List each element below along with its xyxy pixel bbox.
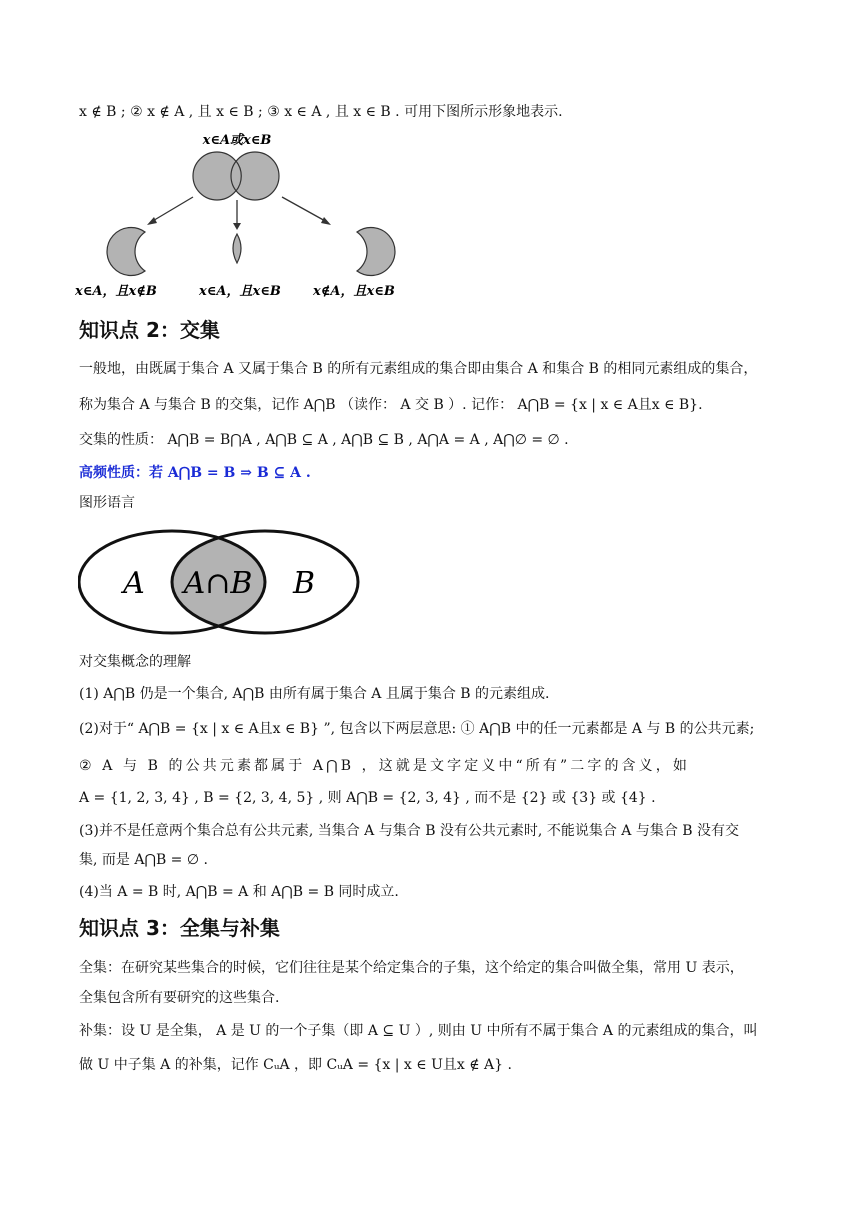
union-split-diagram	[75, 126, 420, 304]
understanding-title: 对交集概念的理解	[79, 654, 191, 670]
definition-line-1: 一般地，由既属于集合 A 又属于集合 B 的所有元素组成的集合即由集合 A 和集合 B 的相同元素组成的集合，	[79, 361, 758, 377]
venn-label-a: A	[123, 566, 145, 601]
b-only-shape	[357, 228, 395, 276]
arrow-left-head	[147, 217, 157, 225]
universal-set-line-2: 全集包含所有要研究的这些集合.	[79, 990, 280, 1006]
arrow-middle-head	[233, 223, 241, 230]
section2-heading: 知识点 2：交集	[79, 318, 220, 342]
venn-label-b: B	[292, 566, 316, 601]
intersection-label: x∈A，且x∈B	[199, 284, 281, 299]
union-top-label: x∈A或x∈B	[202, 133, 272, 148]
complement-line-1: 补集：设 U 是全集， A 是 U 的一个子集（即 A ⊆ U ）, 则由 U 中所有不属于集合 A 的元素组成的集合，叫	[79, 1023, 758, 1039]
understanding-item-2-line-2: ② A 与 B 的公共元素都属于 A⋂B ，这就是文字定义中“所有”二字的含义，如	[79, 758, 690, 774]
a-only-label: x∈A，且x∉B	[75, 284, 157, 299]
universal-set-line-1: 全集：在研究某些集合的时候，它们往往是某个给定集合的子集，这个给定的集合叫做全集，常用 U 表示，	[79, 960, 744, 976]
understanding-item-4: (4)当 A = B 时, A⋂B = A 和 A⋂B = B 同时成立.	[79, 884, 399, 900]
venn-label-a-intersect-b: A∩B	[183, 566, 253, 601]
high-frequency-property: 高频性质：若 A⋂B = B ⇒ B ⊆ A .	[79, 465, 311, 481]
intersection-venn-diagram	[78, 528, 364, 638]
intersection-lens-shape	[233, 234, 241, 263]
graph-language-label: 图形语言	[79, 495, 135, 511]
arrow-left	[151, 197, 193, 222]
understanding-item-2-line-1: (2)对于“ A⋂B = {x | x ∈ A且x ∈ B} ”, 包含以下两层意思: ① A⋂B 中的任一元素都是 A 与 B 的公共元素;	[79, 721, 755, 737]
understanding-item-3-line-1: (3)并不是任意两个集合总有公共元素, 当集合 A 与集合 B 没有公共元素时, 不能说集合 A 与集合 B 没有交	[79, 823, 740, 839]
understanding-item-1: (1) A⋂B 仍是一个集合, A⋂B 由所有属于集合 A 且属于集合 B 的元素组成.	[79, 686, 550, 702]
arrow-right-head	[321, 217, 331, 225]
union-circle-b	[231, 152, 279, 200]
arrow-right	[282, 197, 327, 222]
a-only-shape	[107, 228, 145, 276]
intersection-properties: 交集的性质： A⋂B = B⋂A , A⋂B ⊆ A , A⋂B ⊆ B , A⋂A = A , A⋂∅ = ∅ .	[79, 432, 569, 448]
complement-line-2: 做 U 中子集 A 的补集，记作 CᵤA ，即 CᵤA = {x | x ∈ U且x ∉ A} .	[79, 1057, 512, 1073]
understanding-item-3-line-2: 集, 而是 A⋂B = ∅ .	[79, 852, 208, 868]
b-only-label: x∉A，且x∈B	[313, 284, 395, 299]
definition-line-2: 称为集合 A 与集合 B 的交集，记作 A⋂B （读作： A 交 B ）. 记作： A⋂B = {x | x ∈ A且x ∈ B}.	[79, 397, 703, 413]
intro-line: x ∉ B ; ② x ∉ A , 且 x ∈ B ; ③ x ∈ A , 且 x ∈ B . 可用下图所示形象地表示.	[79, 104, 563, 120]
understanding-item-2-line-3: A = {1, 2, 3, 4} , B = {2, 3, 4, 5} , 则 A⋂B = {2, 3, 4} , 而不是 {2} 或 {3} 或 {4} .	[79, 790, 656, 806]
section3-heading: 知识点 3：全集与补集	[79, 916, 280, 940]
